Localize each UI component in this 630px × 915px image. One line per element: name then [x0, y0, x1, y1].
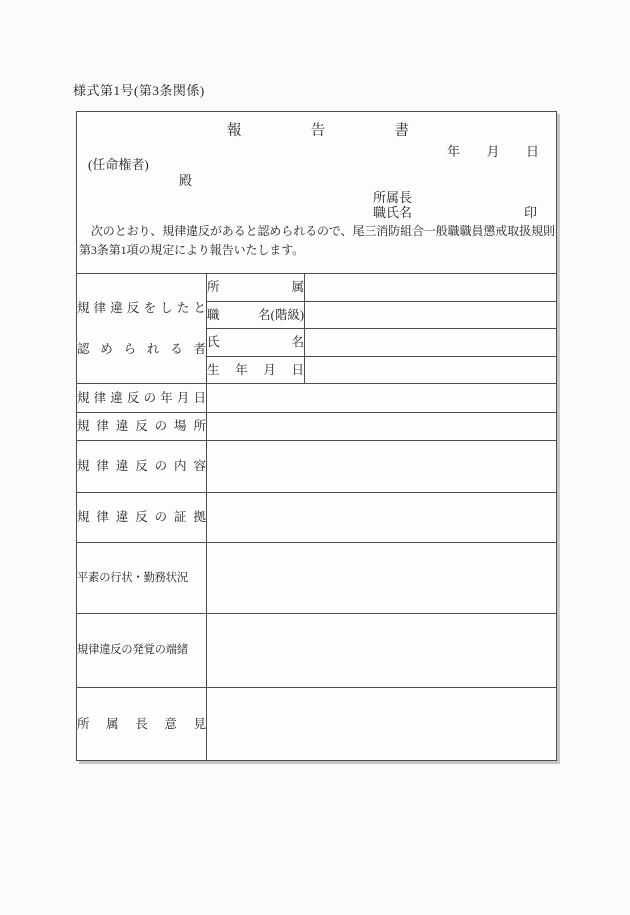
date-line: 年 月 日 — [447, 144, 539, 159]
violation-evidence-label-cell — [77, 493, 207, 543]
conduct-value-cell — [207, 543, 557, 614]
birthdate-label: 生 年 月 日 — [207, 362, 304, 377]
affiliation-label-cell — [207, 274, 305, 302]
table-row — [77, 441, 557, 493]
violation-evidence-value-cell — [207, 493, 557, 543]
birthdate-value-cell — [305, 357, 557, 384]
table-row — [77, 688, 557, 761]
violation-content-value-cell — [207, 441, 557, 493]
table-row — [77, 543, 557, 614]
document-title: 報 告 書 — [227, 123, 409, 139]
affiliation-label: 所 属 — [207, 280, 304, 295]
job-rank-label: 職 名(階級) — [207, 307, 304, 322]
offender-label — [77, 301, 206, 357]
violation-place-value-cell — [207, 413, 557, 441]
conduct-label-cell — [77, 543, 207, 614]
name-value-cell — [305, 329, 557, 357]
body-text-line2: 第3条第1項の規定により報告いたします。 — [79, 243, 305, 257]
form-header — [76, 111, 557, 273]
discovery-label: 規律違反の発覚の端緒 — [77, 644, 188, 656]
violation-content-label-cell — [77, 441, 207, 493]
conduct-label: 平素の行状・勤務状況 — [77, 571, 188, 584]
offender-label-line1: 規 律 違 反 を し た と — [77, 300, 206, 315]
violation-date-label-cell — [77, 384, 207, 413]
appointing-authority-label: (任命権者) — [88, 157, 149, 172]
supervisor-opinion-label: 所 属 長 意 見 — [77, 716, 206, 731]
affiliation-head-label: 所属長 — [373, 190, 413, 205]
discovery-value-cell — [207, 614, 557, 688]
seal-mark: 印 — [524, 205, 538, 220]
violation-place-label: 規 律 違 反 の 場 所 — [77, 419, 206, 434]
name-label-cell — [207, 329, 305, 357]
supervisor-opinion-value-cell — [207, 688, 557, 761]
table-row — [77, 614, 557, 688]
body-text-line1: 次のとおり、規律違反があると認められるので、尾三消防組合一般職職員懲戒取扱規則 — [79, 224, 555, 238]
violation-evidence-label: 規 律 違 反 の 証 拠 — [77, 510, 206, 525]
dono-honorific: 殿 — [179, 173, 193, 188]
report-table — [76, 273, 557, 761]
supervisor-opinion-label-cell — [77, 688, 207, 761]
name-label: 氏 名 — [207, 335, 304, 350]
form-number-label: 様式第1号(第3条関係) — [73, 83, 205, 98]
job-rank-label-cell — [207, 302, 305, 329]
affiliation-value-cell — [305, 274, 557, 302]
job-title-name-label: 職氏名 — [373, 205, 413, 220]
table-row — [77, 274, 557, 302]
offender-label-cell — [77, 274, 207, 384]
table-row — [77, 493, 557, 543]
violation-date-label: 規 律 違 反 の 年 月 日 — [77, 390, 206, 405]
table-row — [77, 384, 557, 413]
table-row — [77, 413, 557, 441]
discovery-label-cell — [77, 614, 207, 688]
violation-date-value-cell — [207, 384, 557, 413]
job-rank-value-cell — [305, 302, 557, 329]
birthdate-label-cell — [207, 357, 305, 384]
offender-label-line2: 認 め ら れ る 者 — [77, 342, 206, 356]
violation-content-label: 規 律 違 反 の 内 容 — [77, 459, 206, 474]
violation-place-label-cell — [77, 413, 207, 441]
